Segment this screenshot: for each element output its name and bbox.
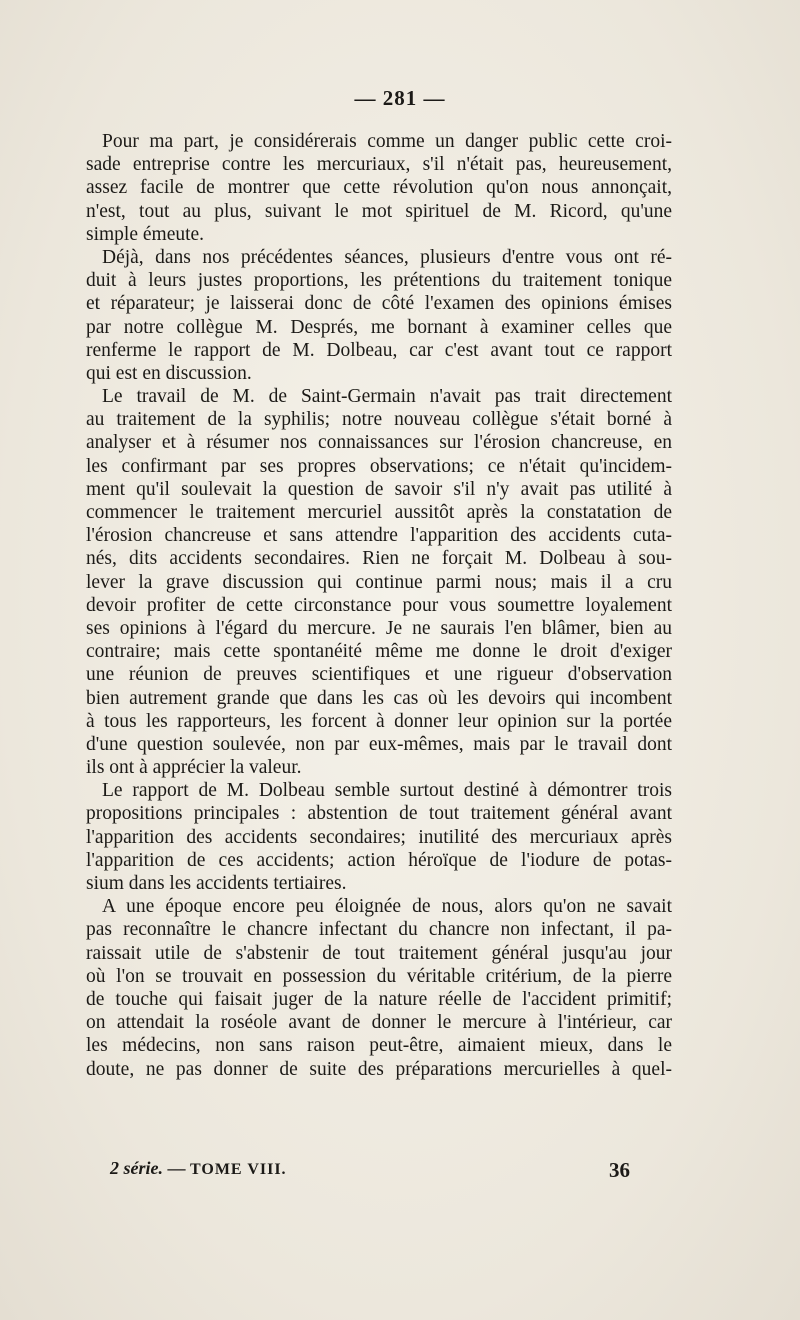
signature-mark: 36 xyxy=(609,1158,630,1182)
text-line: qui est en discussion. xyxy=(86,362,252,384)
text-line: simple émeute. xyxy=(86,223,205,245)
text-line: ment qu'il soulevait la question de savoir s'il n'y avait pas utilité à xyxy=(86,478,672,500)
paragraph xyxy=(86,385,672,779)
text-line: assez facile de montrer que cette révolution qu'on nous annonçait, xyxy=(86,177,672,199)
text-line: Le rapport de M. Dolbeau semble surtout destiné à démontrer trois xyxy=(102,780,672,802)
text-line: sium dans les accidents tertiaires. xyxy=(86,873,347,894)
paragraph xyxy=(86,779,672,895)
paragraph xyxy=(86,246,672,385)
text-line: raissait utile de s'abstenir de tout traitement général jusqu'au jour xyxy=(86,942,672,964)
paragraph xyxy=(86,130,672,246)
body-text xyxy=(86,130,672,1081)
page-number: — 281 — xyxy=(354,86,446,110)
text-line: bien autrement grande que dans les cas où les devoirs qui incombent xyxy=(86,687,672,709)
text-line: Pour ma part, je considérerais comme un danger public cette croi- xyxy=(102,131,672,152)
text-line: l'apparition des accidents secondaires; inutilité des mercuriaux après xyxy=(86,826,672,848)
text-line: de touche qui faisait juger de la nature réelle de l'accident primitif; xyxy=(86,988,672,1010)
text-line: ses opinions à l'égard du mercure. Je ne saurais l'en blâmer, bien au xyxy=(86,617,672,639)
page-footer xyxy=(110,1158,630,1182)
text-line: au traitement de la syphilis; notre nouveau collègue s'était borné à xyxy=(86,409,672,431)
text-line: Déjà, dans nos précédentes séances, plusieurs d'entre vous ont ré- xyxy=(102,246,672,268)
text-line: contraire; mais cette spontanéité même me donne le droit d'exiger xyxy=(86,641,672,663)
series-label: 2 série. xyxy=(110,1158,163,1178)
footer-dash: — xyxy=(163,1158,190,1178)
text-line: commencer le traitement mercuriel aussitôt après la constatation de xyxy=(86,502,672,523)
text-line: lever la grave discussion qui continue parmi nous; mais il a cru xyxy=(86,571,672,593)
text-line: ils ont à apprécier la valeur. xyxy=(86,757,302,779)
text-line: par notre collègue M. Després, me bornant à examiner celles que xyxy=(86,316,672,338)
text-line: nés, dits accidents secondaires. Rien ne forçait M. Dolbeau à sou- xyxy=(86,548,672,570)
text-line: Le travail de M. de Saint-Germain n'avait pas trait directement xyxy=(102,386,672,408)
text-line: propositions principales : abstention de tout traitement général avant xyxy=(86,803,672,825)
text-line: d'une question soulevée, non par eux-mêmes, mais par le travail dont xyxy=(86,733,672,755)
text-line: à tous les rapporteurs, les forcent à donner leur opinion sur la portée xyxy=(86,710,672,732)
text-line: les confirmant par ses propres observations; ce n'était qu'incidem- xyxy=(86,455,672,477)
text-line: l'érosion chancreuse et sans attendre l'apparition des accidents cuta- xyxy=(86,525,672,547)
text-line: A une époque encore peu éloignée de nous, alors qu'on ne savait xyxy=(102,896,672,918)
text-line: pas reconnaître le chancre infectant du chancre non infectant, il pa- xyxy=(86,919,672,941)
text-line: sade entreprise contre les mercuriaux, s'il n'était pas, heureusement, xyxy=(86,154,672,176)
paragraph xyxy=(86,895,672,1081)
text-line: où l'on se trouvait en possession du véritable critérium, de la pierre xyxy=(86,965,672,987)
text-line: l'apparition de ces accidents; action héroïque de l'iodure de potas- xyxy=(86,849,672,871)
text-line: devoir profiter de cette circonstance pour vous soumettre loyalement xyxy=(86,594,672,616)
text-line: doute, ne pas donner de suite des préparations mercurielles à quel- xyxy=(86,1058,672,1080)
text-line: on attendait la roséole avant de donner le mercure à l'intérieur, car xyxy=(86,1012,672,1034)
text-line: analyser et à résumer nos connaissances sur l'érosion chancreuse, en xyxy=(86,432,672,454)
text-line: n'est, tout au plus, suivant le mot spirituel de M. Ricord, qu'une xyxy=(86,200,672,222)
text-line: une réunion de preuves scientifiques et une rigueur d'observation xyxy=(86,664,672,686)
text-line: duit à leurs justes proportions, les prétentions du traitement tonique xyxy=(86,270,672,292)
text-line: les médecins, non sans raison peut-être, aimaient mieux, dans le xyxy=(86,1035,672,1057)
text-line: et réparateur; je laisserai donc de côté l'examen des opinions émises xyxy=(86,293,672,315)
tome-label: TOME VIII. xyxy=(190,1161,287,1178)
text-line: renferme le rapport de M. Dolbeau, car c'est avant tout ce rapport xyxy=(86,339,672,361)
